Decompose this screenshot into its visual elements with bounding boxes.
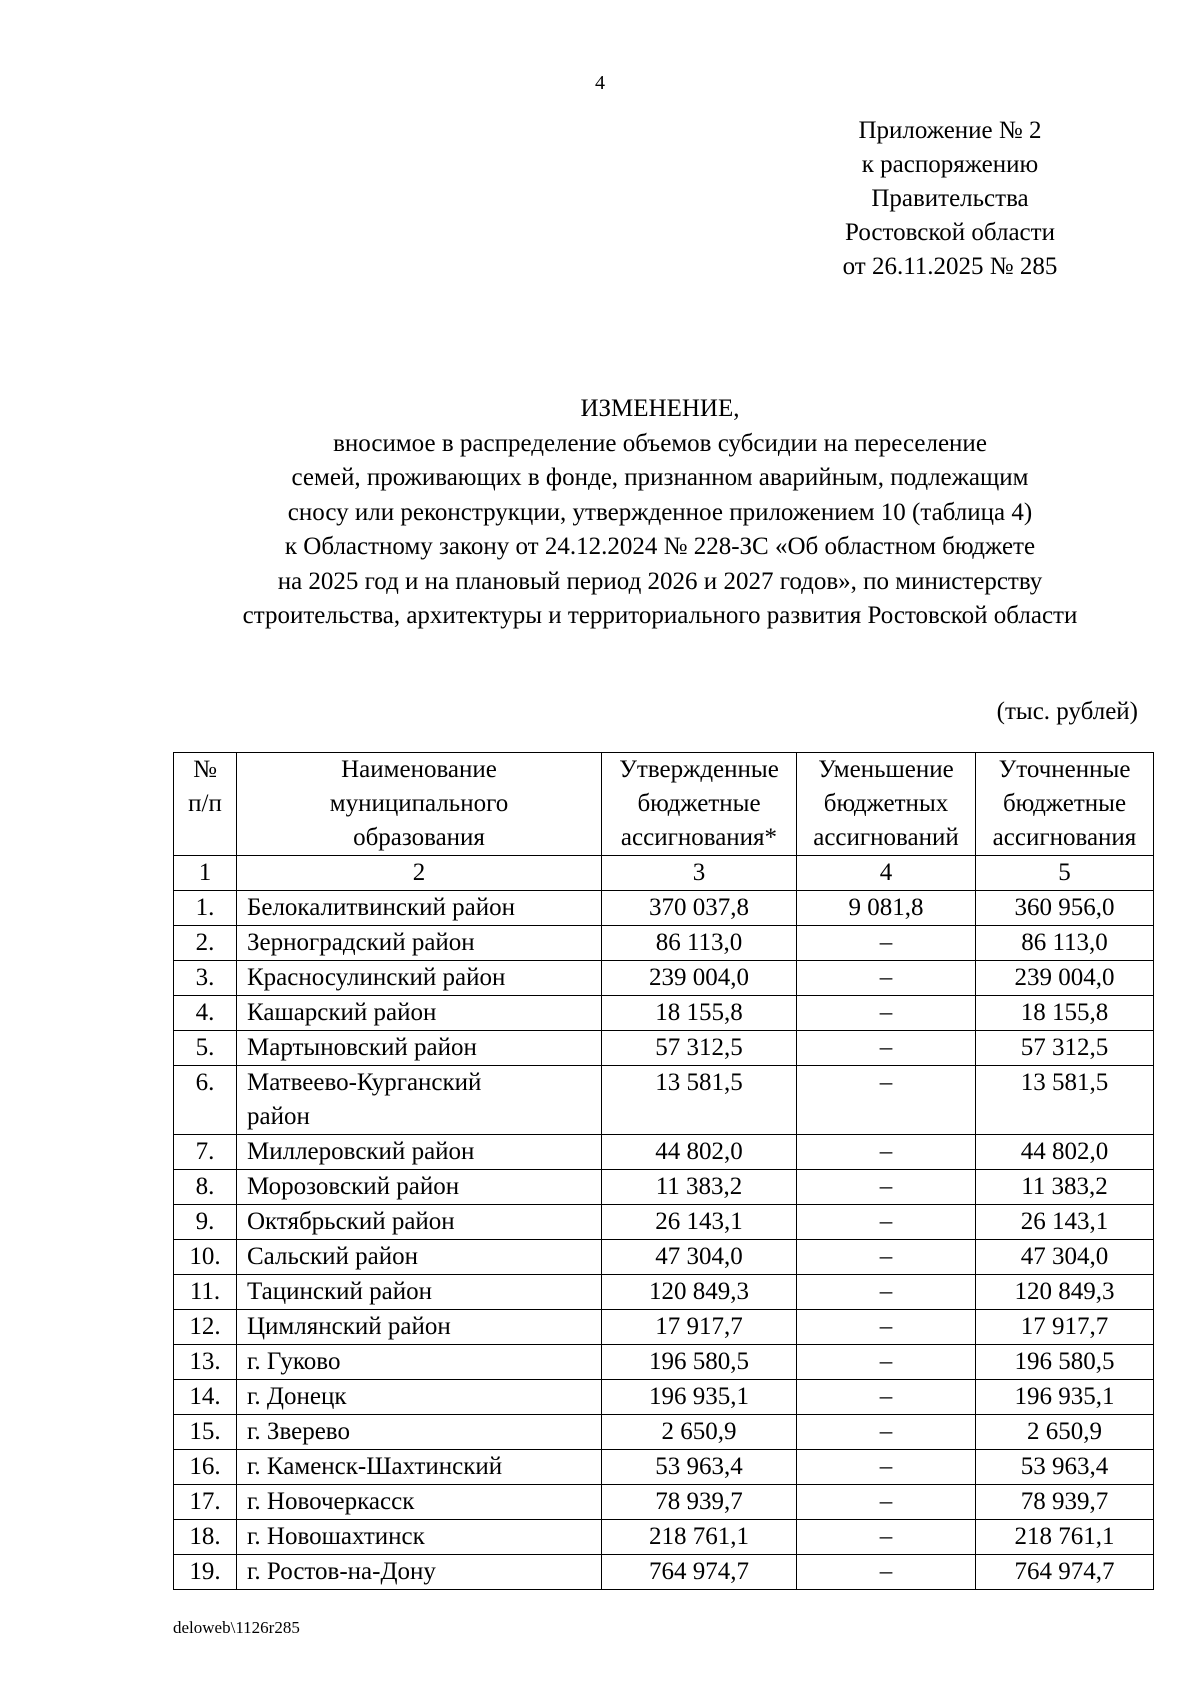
municipality-name-cell — [237, 926, 602, 961]
final-value-cell: 47 304,0 — [976, 1240, 1154, 1275]
final-value-cell: 26 143,1 — [976, 1205, 1154, 1240]
table-row — [174, 1380, 1154, 1415]
table-row — [174, 1450, 1154, 1485]
row-number-cell: 19. — [174, 1555, 237, 1590]
decrease-value-cell: – — [797, 1275, 976, 1310]
title-line: сносу или реконструкции, утвержденное приложением 10 (таблица 4) — [287, 498, 1033, 526]
header-decrease — [797, 753, 976, 856]
table-row — [174, 961, 1154, 996]
municipality-name-cell — [237, 1170, 602, 1205]
appendix-line: Ростовской области — [845, 219, 1055, 246]
municipality-name-line: район — [247, 1103, 310, 1130]
table-body — [174, 891, 1154, 1590]
header-line: муниципального — [329, 790, 509, 817]
approved-value-cell: 13 581,5 — [602, 1066, 797, 1135]
header-name — [237, 753, 602, 856]
table-row — [174, 996, 1154, 1031]
table-row — [174, 1066, 1154, 1135]
final-value-cell: 239 004,0 — [976, 961, 1154, 996]
decrease-value-cell: – — [797, 1066, 976, 1135]
header-line: Уменьшение — [818, 756, 954, 783]
final-value-cell: 13 581,5 — [976, 1066, 1154, 1135]
row-number-cell: 8. — [174, 1170, 237, 1205]
municipality-name-cell — [237, 1310, 602, 1345]
decrease-value-cell: – — [797, 996, 976, 1031]
appendix-line: от 26.11.2025 № 285 — [842, 253, 1058, 280]
row-number-cell: 1. — [174, 891, 237, 926]
municipality-name-line: Тацинский район — [247, 1278, 432, 1305]
final-value-cell: 11 383,2 — [976, 1170, 1154, 1205]
row-number-cell: 9. — [174, 1205, 237, 1240]
table-header-row — [174, 753, 1154, 856]
budget-table — [173, 752, 1154, 1590]
header-num — [174, 753, 237, 856]
municipality-name-cell — [237, 1555, 602, 1590]
table-row — [174, 1135, 1154, 1170]
approved-value-cell: 44 802,0 — [602, 1135, 797, 1170]
header-final — [976, 753, 1154, 856]
final-value-cell: 18 155,8 — [976, 996, 1154, 1031]
municipality-name-cell — [237, 1275, 602, 1310]
municipality-name-line: г. Гуково — [247, 1348, 341, 1375]
decrease-value-cell: – — [797, 1450, 976, 1485]
approved-value-cell: 78 939,7 — [602, 1485, 797, 1520]
title-line: строительства, архитектуры и территориального развития Ростовской области — [242, 602, 1078, 629]
table-row — [174, 1310, 1154, 1345]
title-line: семей, проживающих в фонде, признанном аварийным, подлежащим — [291, 464, 1029, 491]
appendix-line: к распоряжению — [861, 151, 1039, 178]
table-row — [174, 1275, 1154, 1310]
header-line: бюджетные — [1002, 790, 1127, 817]
final-value-cell: 53 963,4 — [976, 1450, 1154, 1485]
municipality-name-line: Морозовский район — [247, 1173, 460, 1200]
title-heading: ИЗМЕНЕНИЕ, — [580, 395, 740, 422]
decrease-value-cell: – — [797, 1310, 976, 1345]
column-number: 3 — [602, 856, 797, 891]
municipality-name-cell — [237, 1345, 602, 1380]
header-line: бюджетные — [637, 790, 761, 817]
final-value-cell: 218 761,1 — [976, 1520, 1154, 1555]
table-row — [174, 891, 1154, 926]
municipality-name-cell — [237, 1205, 602, 1240]
column-number: 4 — [797, 856, 976, 891]
header-line: Наименование — [341, 756, 497, 783]
municipality-name-line: Цимлянский район — [247, 1313, 451, 1340]
municipality-name-cell — [237, 891, 602, 926]
table-row — [174, 926, 1154, 961]
approved-value-cell: 239 004,0 — [602, 961, 797, 996]
approved-value-cell: 47 304,0 — [602, 1240, 797, 1275]
title-line: вносимое в распределение объемов субсидии на переселение — [333, 429, 987, 457]
header-line: ассигнования* — [620, 824, 778, 851]
row-number-cell: 10. — [174, 1240, 237, 1275]
approved-value-cell: 53 963,4 — [602, 1450, 797, 1485]
column-number-row — [174, 856, 1154, 891]
final-value-cell: 78 939,7 — [976, 1485, 1154, 1520]
decrease-value-cell: – — [797, 1240, 976, 1275]
header-approved — [602, 753, 797, 856]
approved-value-cell: 17 917,7 — [602, 1310, 797, 1345]
municipality-name-line: г. Донецк — [247, 1383, 347, 1410]
column-number: 2 — [237, 856, 602, 891]
table-row — [174, 1205, 1154, 1240]
final-value-cell: 44 802,0 — [976, 1135, 1154, 1170]
approved-value-cell: 2 650,9 — [602, 1415, 797, 1450]
table-row — [174, 1485, 1154, 1520]
municipality-name-cell — [237, 1485, 602, 1520]
approved-value-cell: 11 383,2 — [602, 1170, 797, 1205]
table-row — [174, 1520, 1154, 1555]
row-number-cell: 18. — [174, 1520, 237, 1555]
decrease-value-cell: 9 081,8 — [797, 891, 976, 926]
municipality-name-line: Матвеево-Курганский — [247, 1069, 482, 1096]
row-number-cell: 14. — [174, 1380, 237, 1415]
final-value-cell: 86 113,0 — [976, 926, 1154, 961]
appendix-line: Правительства — [871, 185, 1029, 212]
decrease-value-cell: – — [797, 1345, 976, 1380]
row-number-cell: 2. — [174, 926, 237, 961]
municipality-name-line: г. Зверево — [247, 1418, 350, 1445]
decrease-value-cell: – — [797, 1170, 976, 1205]
header-line: образования — [353, 824, 485, 851]
municipality-name-line: Кашарский район — [247, 999, 437, 1026]
table-row — [174, 1031, 1154, 1066]
municipality-name-line: г. Новочеркасск — [247, 1488, 415, 1515]
decrease-value-cell: – — [797, 1380, 976, 1415]
row-number-cell: 7. — [174, 1135, 237, 1170]
approved-value-cell: 196 580,5 — [602, 1345, 797, 1380]
municipality-name-line: Красносулинский район — [247, 964, 506, 991]
municipality-name-line: Сальский район — [247, 1243, 418, 1270]
municipality-name-cell — [237, 1415, 602, 1450]
header-line: Уточненные — [998, 756, 1131, 783]
final-value-cell: 764 974,7 — [976, 1555, 1154, 1590]
final-value-cell: 57 312,5 — [976, 1031, 1154, 1066]
row-number-cell: 12. — [174, 1310, 237, 1345]
decrease-value-cell: – — [797, 1520, 976, 1555]
approved-value-cell: 370 037,8 — [602, 891, 797, 926]
municipality-name-line: г. Ростов-на-Дону — [247, 1558, 436, 1585]
approved-value-cell: 218 761,1 — [602, 1520, 797, 1555]
municipality-name-cell — [237, 1450, 602, 1485]
approved-value-cell: 26 143,1 — [602, 1205, 797, 1240]
header-line: ассигнования — [992, 824, 1137, 851]
column-number: 5 — [976, 856, 1154, 891]
municipality-name-line: Мартыновский район — [247, 1034, 477, 1061]
footer-document-code: deloweb\1126r285 — [173, 1618, 300, 1637]
column-number: 1 — [174, 856, 237, 891]
approved-value-cell: 86 113,0 — [602, 926, 797, 961]
decrease-value-cell: – — [797, 1205, 976, 1240]
municipality-name-line: Белокалитвинский район — [247, 894, 515, 921]
table-row — [174, 1555, 1154, 1590]
final-value-cell: 196 580,5 — [976, 1345, 1154, 1380]
title-line: к Областному закону от 24.12.2024 № 228-ЗС «Об областном бюджете — [284, 533, 1036, 560]
municipality-name-cell — [237, 1066, 602, 1135]
table-row — [174, 1170, 1154, 1205]
decrease-value-cell: – — [797, 1135, 976, 1170]
decrease-value-cell: – — [797, 1415, 976, 1450]
row-number-cell: 11. — [174, 1275, 237, 1310]
municipality-name-line: Миллеровский район — [247, 1138, 475, 1165]
municipality-name-cell — [237, 996, 602, 1031]
municipality-name-cell — [237, 1031, 602, 1066]
row-number-cell: 5. — [174, 1031, 237, 1066]
municipality-name-line: г. Каменск-Шахтинский — [247, 1453, 503, 1480]
municipality-name-cell — [237, 1240, 602, 1275]
table-row — [174, 1415, 1154, 1450]
table-row — [174, 1240, 1154, 1275]
row-number-cell: 4. — [174, 996, 237, 1031]
final-value-cell: 196 935,1 — [976, 1380, 1154, 1415]
municipality-name-cell — [237, 1520, 602, 1555]
final-value-cell: 360 956,0 — [976, 891, 1154, 926]
decrease-value-cell: – — [797, 926, 976, 961]
decrease-value-cell: – — [797, 1555, 976, 1590]
approved-value-cell: 196 935,1 — [602, 1380, 797, 1415]
decrease-value-cell: – — [797, 1485, 976, 1520]
final-value-cell: 120 849,3 — [976, 1275, 1154, 1310]
header-line: ассигнований — [813, 824, 959, 851]
municipality-name-cell — [237, 961, 602, 996]
decrease-value-cell: – — [797, 961, 976, 996]
row-number-cell: 15. — [174, 1415, 237, 1450]
decrease-value-cell: – — [797, 1031, 976, 1066]
appendix-line: Приложение № 2 — [858, 117, 1042, 144]
municipality-name-line: Октябрьский район — [247, 1208, 455, 1235]
appendix-block — [800, 114, 1100, 284]
row-number-cell: 3. — [174, 961, 237, 996]
row-number-cell: 6. — [174, 1066, 237, 1135]
municipality-name-line: г. Новошахтинск — [247, 1523, 425, 1550]
municipality-name-cell — [237, 1135, 602, 1170]
row-number-cell: 16. — [174, 1450, 237, 1485]
table-row — [174, 1345, 1154, 1380]
units-note: (тыс. рублей) — [996, 698, 1138, 725]
page-number: 4 — [595, 72, 605, 94]
approved-value-cell: 120 849,3 — [602, 1275, 797, 1310]
final-value-cell: 2 650,9 — [976, 1415, 1154, 1450]
municipality-name-cell — [237, 1380, 602, 1415]
header-line: п/п — [188, 790, 222, 817]
header-line: № — [193, 756, 217, 783]
row-number-cell: 17. — [174, 1485, 237, 1520]
row-number-cell: 13. — [174, 1345, 237, 1380]
final-value-cell: 17 917,7 — [976, 1310, 1154, 1345]
approved-value-cell: 57 312,5 — [602, 1031, 797, 1066]
title-line: на 2025 год и на плановый период 2026 и 2027 годов», по министерству — [277, 567, 1043, 595]
document-title — [120, 392, 1200, 634]
header-line: Утвержденные — [619, 756, 779, 783]
approved-value-cell: 18 155,8 — [602, 996, 797, 1031]
approved-value-cell: 764 974,7 — [602, 1555, 797, 1590]
header-line: бюджетных — [823, 790, 949, 817]
municipality-name-line: Зерноградский район — [247, 929, 475, 956]
